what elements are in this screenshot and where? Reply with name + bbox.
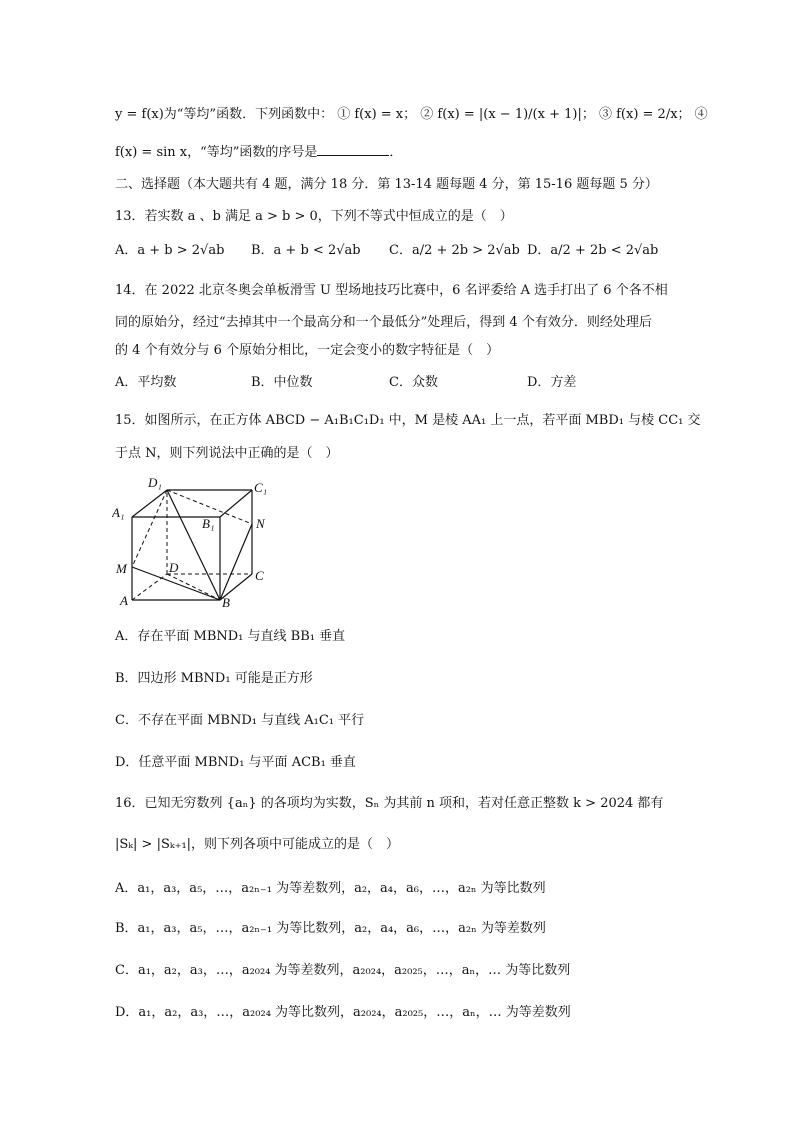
q15-line-2: 于点 N，则下列说法中正确的是（ ） (115, 446, 339, 461)
label-c1: C₁ (254, 480, 268, 495)
q16-line-2: |Sₖ| > |Sₖ₊₁|，则下列各项中可能成立的是（ ） (115, 837, 400, 852)
q13-option-a: A．a + b > 2√ab (115, 243, 225, 258)
label-d: D (169, 560, 179, 575)
q16-option-b: B．a₁，a₃，a₅，…，a₂ₙ₋₁ 为等比数列，a₂，a₄，a₆，…，a₂ₙ 为等差数列 (115, 921, 546, 936)
q14-option-b: B．中位数 (251, 375, 313, 390)
q16-option-a: A．a₁，a₃，a₅，…，a₂ₙ₋₁ 为等差数列，a₂，a₄，a₆，…，a₂ₙ 为等比数列 (115, 881, 546, 896)
q14-line-2: 同的原始分，经过“去掉其中一个最高分和一个最低分”处理后，得到 4 个有效分．则经处理后 (115, 315, 652, 330)
hidden-edge-d1-m (132, 490, 167, 567)
cube-figure (112, 472, 282, 612)
q12-item-2: ② f(x) = |(x − 1)/(x + 1)|； (420, 107, 595, 122)
q16-option-d: D．a₁，a₂，a₃，…，a₂₀₂₄ 为等比数列，a₂₀₂₄，a₂₀₂₅，…，aₙ，… 为等差数列 (115, 1005, 571, 1020)
q12-item-4: ④ (694, 107, 708, 122)
q13-option-d: D．a/2 + 2b < 2√ab (527, 243, 659, 258)
q16-option-c: C．a₁，a₂，a₃，…，a₂₀₂₄ 为等差数列，a₂₀₂₄，a₂₀₂₅，…，aₙ，… 为等比数列 (115, 963, 571, 978)
q14-option-a: A．平均数 (115, 375, 177, 390)
q15-line-1: 15．如图所示，在正方体 ABCD − A₁B₁C₁D₁ 中，M 是棱 AA₁ 上一点，若平面 MBD₁ 与棱 CC₁ 交 (115, 413, 701, 428)
label-a1: A₁ (112, 505, 125, 520)
q15-option-c: C．不存在平面 MBND₁ 与直线 A₁C₁ 平行 (115, 713, 365, 728)
edge-a1-d1 (132, 490, 167, 517)
label-a: A (120, 593, 128, 608)
hidden-edge-d-b (167, 574, 220, 600)
label-c: C (255, 568, 264, 583)
q13-stem: 13．若实数 a 、b 满足 a > b > 0，下列不等式中恒成立的是（ ） (115, 209, 513, 224)
label-n: N (256, 516, 265, 531)
label-b1: B₁ (202, 516, 215, 531)
q12-item-1: ① f(x) = x； (337, 107, 417, 122)
edge-b-n (220, 524, 252, 600)
q14-option-c: C．众数 (389, 375, 438, 390)
q15-option-b: B．四边形 MBND₁ 可能是正方形 (115, 671, 313, 686)
q12-line1-prefix: y = f(x)为“等均”函数．下列函数中： (115, 107, 334, 122)
label-m: M (116, 561, 127, 576)
q13-option-c: C．a/2 + 2b > 2√ab (389, 243, 520, 258)
q12-line2-text: f(x) = sin x，“等均”函数的序号是 (115, 145, 318, 160)
q12-item-3: ③ f(x) = 2/x； (598, 107, 691, 122)
q12-line-1 (115, 106, 708, 124)
q12-line-2 (115, 143, 402, 162)
label-b: B (222, 595, 230, 610)
q14-option-d: D．方差 (527, 375, 577, 390)
edge-b1-c1 (220, 490, 252, 517)
q12-line2-end: ． (389, 145, 403, 160)
q16-line-1: 16．已知无穷数列 {aₙ} 的各项均为实数，Sₙ 为其前 n 项和，若对任意正整数 k > 2024 都有 (115, 796, 664, 811)
section-2-heading: 二、选择题（本大题共有 4 题，满分 18 分．第 13-14 题每题 4 分，第 15-16 题每题 5 分） (115, 177, 658, 192)
answer-blank (317, 143, 389, 156)
hidden-edge-a-d (132, 574, 167, 600)
q14-line-1: 14．在 2022 北京冬奥会单板滑雪 U 型场地技巧比赛中，6 名评委给 A 选手打出了 6 个各不相 (115, 283, 668, 298)
label-d1: D₁ (148, 475, 162, 490)
q14-line-3: 的 4 个有效分与 6 个原始分相比，一定会变小的数字特征是（ ） (115, 343, 500, 358)
q13-option-b: B．a + b < 2√ab (251, 243, 361, 258)
q15-option-a: A．存在平面 MBND₁ 与直线 BB₁ 垂直 (115, 629, 346, 644)
q15-option-d: D．任意平面 MBND₁ 与平面 ACB₁ 垂直 (115, 755, 356, 770)
